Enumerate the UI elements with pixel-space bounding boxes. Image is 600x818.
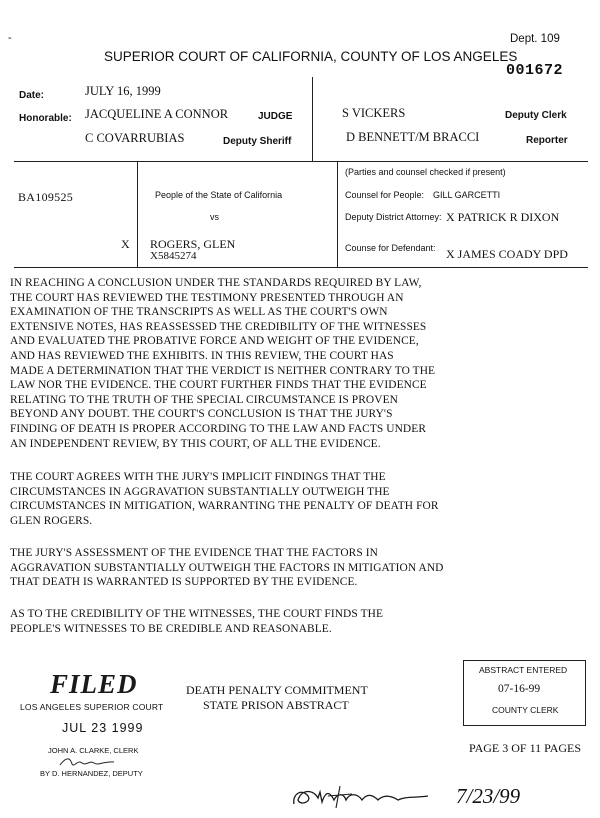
abstract-entered-label: ABSTRACT ENTERED	[479, 665, 568, 675]
finding-paragraph-1	[10, 276, 595, 451]
versus-label: vs	[210, 212, 219, 222]
text-line: BEYOND ANY DOUBT. THE COURT'S CONCLUSION IS THAT THE JURY'S	[10, 408, 393, 421]
dda-name: X PATRICK R DIXON	[446, 210, 560, 224]
parties-note: (Parties and counsel checked if present)	[345, 167, 506, 177]
text-line: RELATING TO THE TRUTH OF THE SPECIAL CIRCUMSTANCE IS PROVEN	[10, 393, 398, 406]
sheriff-label: Deputy Sheriff	[223, 136, 292, 147]
filed-stamp: FILED	[50, 669, 138, 699]
deputy-initials-signature	[58, 754, 118, 770]
text-line: PEOPLE'S WITNESSES TO BE CREDIBLE AND REASONABLE.	[10, 622, 332, 635]
reporter-name: D BENNETT/M BRACCI	[346, 130, 480, 144]
margin-mark: -	[8, 32, 12, 44]
filed-court: LOS ANGELES SUPERIOR COURT	[20, 702, 164, 712]
handwritten-signature	[288, 778, 458, 814]
text-line: EXTENSIVE NOTES, HAS REASSESSED THE CREDIBILITY OF THE WITNESSES	[10, 320, 427, 333]
finding-paragraph-4	[10, 607, 595, 636]
case-divider-right	[337, 161, 338, 267]
defense-label: Counse for Defendant:	[345, 243, 436, 253]
case-divider-left	[137, 161, 138, 267]
sheriff-name: C COVARRUBIAS	[85, 131, 185, 145]
text-line: AS TO THE CREDIBILITY OF THE WITNESSES, THE COURT FINDS THE	[10, 608, 384, 620]
page-count: PAGE 3 OF 11 PAGES	[469, 741, 582, 755]
defense-name: X JAMES COADY DPD	[446, 247, 568, 261]
text-line: LAW NOR THE EVIDENCE. THE COURT FURTHER FINDS THAT THE EVIDENCE	[10, 379, 427, 392]
abstract-title-line-2: STATE PRISON ABSTRACT	[203, 698, 349, 712]
document-number: 001672	[506, 62, 564, 79]
judge-label: JUDGE	[258, 111, 293, 122]
clerk-label: Deputy Clerk	[505, 110, 567, 121]
clerk-name: S VICKERS	[342, 106, 406, 120]
finding-paragraph-3	[10, 546, 595, 590]
people-label: People of the State of California	[155, 190, 283, 200]
date-value: JULY 16, 1999	[85, 84, 161, 98]
judge-name: JACQUELINE A CONNOR	[85, 107, 229, 121]
filed-date: JUL 23 1999	[62, 721, 144, 735]
text-line: MADE A DETERMINATION THAT THE VERDICT IS NEITHER CONTRARY TO THE	[10, 364, 436, 377]
honorable-label: Honorable:	[19, 113, 72, 124]
text-line: CIRCUMSTANCES IN AGGRAVATION SUBSTANTIALLY OUTWEIGH THE	[10, 485, 390, 498]
caption-divider	[312, 77, 313, 161]
text-line: THE COURT HAS REVIEWED THE TESTIMONY PRESENTED THROUGH AN	[10, 291, 404, 304]
text-line: IN REACHING A CONCLUSION UNDER THE STANDARDS REQUIRED BY LAW,	[10, 277, 422, 289]
text-line: EXAMINATION OF THE TRANSCRIPTS AS WELL AS THE COURT'S OWN	[10, 306, 388, 319]
defendant-id: X5845274	[150, 250, 197, 262]
counsel-people-label: Counsel for People:	[345, 190, 425, 200]
finding-paragraph-2	[10, 470, 595, 528]
court-title: SUPERIOR COURT OF CALIFORNIA, COUNTY OF LOS ANGELES	[104, 49, 518, 64]
date-label: Date:	[19, 90, 45, 101]
reporter-label: Reporter	[526, 135, 568, 146]
text-line: AN INDEPENDENT REVIEW, BY THIS COURT, OF ALL THE EVIDENCE.	[10, 437, 381, 450]
dept-label: Dept. 109	[510, 33, 560, 45]
text-line: GLEN ROGERS.	[10, 514, 93, 527]
counsel-people-name: GILL GARCETTI	[433, 190, 501, 200]
case-number: BA109525	[18, 190, 74, 204]
text-line: AND EVALUATED THE PROBATIVE FORCE AND WEIGHT OF THE EVIDENCE,	[10, 335, 419, 348]
defendant-name: ROGERS, GLEN	[150, 237, 236, 251]
dda-label: Deputy District Attorney:	[345, 212, 442, 222]
signature-date: 7/23/99	[456, 784, 521, 808]
deputy-name-stamp: BY D. HERNANDEZ, DEPUTY	[40, 769, 143, 778]
text-line: FINDING OF DEATH IS PROPER ACCORDING TO THE LAW AND FACTS UNDER	[10, 422, 427, 435]
text-line: AGGRAVATION SUBSTANTIALLY OUTWEIGH THE FACTORS IN MITIGATION AND	[10, 561, 444, 574]
defendant-present-mark: X	[121, 237, 130, 251]
text-line: AND HAS REVIEWED THE EXHIBITS. IN THIS REVIEW, THE COURT HAS	[10, 349, 394, 362]
abstract-title-line-1: DEATH PENALTY COMMITMENT	[186, 683, 368, 697]
clerk-name-stamp: JOHN A. CLARKE, CLERK	[48, 746, 139, 755]
text-line: THE JURY'S ASSESSMENT OF THE EVIDENCE THAT THE FACTORS IN	[10, 547, 378, 559]
abstract-entered-date: 07-16-99	[498, 683, 541, 695]
text-line: THAT DEATH IS WARRANTED IS SUPPORTED BY THE EVIDENCE.	[10, 576, 358, 589]
caption-rule-top	[14, 161, 588, 162]
text-line: CIRCUMSTANCES IN MITIGATION, WARRANTING THE PENALTY OF DEATH FOR	[10, 500, 439, 513]
text-line: THE COURT AGREES WITH THE JURY'S IMPLICIT FINDINGS THAT THE	[10, 471, 386, 483]
county-clerk-label: COUNTY CLERK	[492, 705, 559, 715]
case-rule-bottom	[14, 267, 588, 268]
